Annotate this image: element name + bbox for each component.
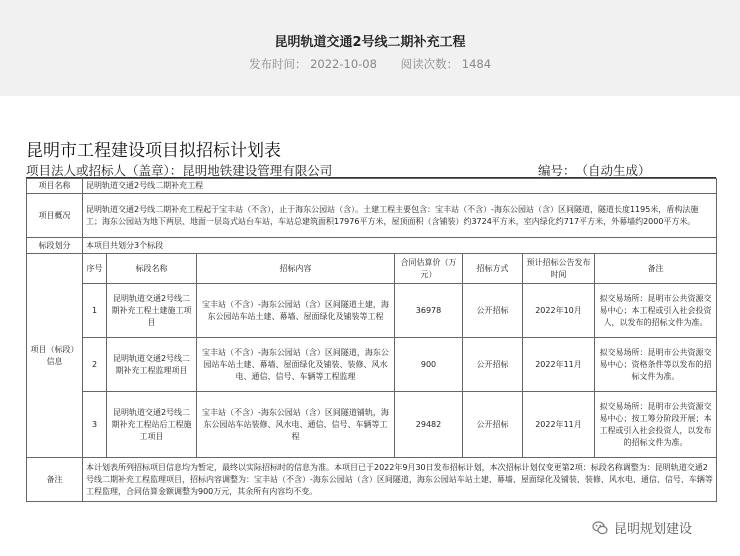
header-name: 标段名称 xyxy=(107,254,197,284)
row-time: 2022年11月 xyxy=(523,338,595,392)
section-value: 本项目共划分3个标段 xyxy=(83,238,717,254)
article-header xyxy=(0,0,740,96)
header-method: 招标方式 xyxy=(463,254,523,284)
row-time: 2022年10月 xyxy=(523,284,595,338)
publish-info xyxy=(249,57,377,71)
table-row xyxy=(27,392,717,458)
row-name: 昆明轨道交通2号线二期补充工程土建施工项目 xyxy=(107,284,197,338)
row-seq: 1 xyxy=(83,284,107,338)
document-number: 编号： （自动生成） xyxy=(538,163,651,178)
wechat-icon xyxy=(592,520,608,536)
section-label: 标段划分 xyxy=(27,238,83,254)
row-price: 900 xyxy=(395,338,463,392)
row-content: 宝丰站（不含）-海东公园站（含）区间隧道铺轨，海东公园站车站装修、风水电、通信、信号、车辆等工程 xyxy=(197,392,395,458)
section-row xyxy=(27,238,717,254)
table-row xyxy=(27,338,717,392)
header-price: 合同估算价（万元） xyxy=(395,254,463,284)
info-label: 项目（标段）信息 xyxy=(27,254,83,458)
table-row xyxy=(27,284,717,338)
article-meta xyxy=(0,56,740,72)
article-title: 昆明轨道交通2号线二期补充工程 xyxy=(274,35,466,50)
document-title: 昆明市工程建设项目拟招标计划表 xyxy=(26,141,281,161)
owner-line xyxy=(26,161,716,178)
project-name-label: 项目名称 xyxy=(27,179,83,194)
header-time: 预计招标公告发布时间 xyxy=(523,254,595,284)
row-seq: 3 xyxy=(83,392,107,458)
row-note: 拟交易场所：昆明市公共资源交易中心；按工筹分阶段开展；本工程或引入社会投资人，以发布的招标文件为准。 xyxy=(595,392,717,458)
remark-label: 备注 xyxy=(27,458,83,502)
row-note: 拟交易场所：昆明市公共资源交易中心；资格条件等以发布的招标文件为准。 xyxy=(595,338,717,392)
remark-value: 本计划表所列招标项目信息均为暂定，最终以实际招标时的信息为准。本项目已于2022年9月30日发布招标计划，本次招标计划仅变更第2项：标段名称调整为：昆明轨道交通2号线二期补充工程监理项目，招标内容调整为：宝丰站（不含）-海东公园站（含）区间隧道，海东公园站车站土建、幕墙、屋面绿化及铺装、装修、风水电、通信、信号、车辆等工程监理，合同估算金额调整为900万元，其余所有内容均不变。 xyxy=(83,458,717,502)
row-content: 宝丰站（不含）-海东公园站（含）区间隧道土建，海东公园站车站土建、幕墙、屋面绿化及铺装等工程 xyxy=(197,284,395,338)
header-seq: 序号 xyxy=(83,254,107,284)
header-row xyxy=(27,254,717,284)
row-name: 昆明轨道交通2号线二期补充工程站后工程施工项目 xyxy=(107,392,197,458)
read-label: 阅读次数： xyxy=(400,57,459,71)
row-time: 2022年11月 xyxy=(523,392,595,458)
watermark xyxy=(588,516,696,539)
row-note: 拟交易场所：昆明市公共资源交易中心；本工程或引入社会投资人，以发布的招标文件为准。 xyxy=(595,284,717,338)
row-price: 36978 xyxy=(395,284,463,338)
row-name: 昆明轨道交通2号线二期补充工程监理项目 xyxy=(107,338,197,392)
row-content: 宝丰站（不含）-海东公园站（含）区间隧道，海东公园站车站土建、幕墙、屋面绿化及铺装、装修、风水电、通信、信号、车辆等工程监理 xyxy=(197,338,395,392)
owner-text: 项目法人或招标人（盖章）：昆明地铁建设管理有限公司 xyxy=(26,163,333,178)
header-content: 招标内容 xyxy=(197,254,395,284)
publish-label: 发布时间： xyxy=(248,57,307,71)
row-price: 29482 xyxy=(395,392,463,458)
publish-date: 2022-10-08 xyxy=(310,57,377,71)
overview-label: 项目概况 xyxy=(27,194,83,238)
row-method: 公开招标 xyxy=(463,338,523,392)
overview-row xyxy=(27,194,717,238)
header-note: 备注 xyxy=(595,254,717,284)
project-name-row xyxy=(27,179,717,194)
overview-value: 昆明轨道交通2号线二期补充工程起于宝丰站（不含），止于海东公园站（含）。土建工程主要包含：宝丰站（不含）-海东公园站（含）区间隧道，隧道长度1195米，盾构法施工；海东公园站为地下两层、地面一层岛式站台车站，车站总建筑面积17976平方米，屋顶面积（含铺装）约3724平方米，室内绿化约717平方米，外幕墙约2000平方米。 xyxy=(83,194,717,238)
row-method: 公开招标 xyxy=(463,392,523,458)
row-method: 公开招标 xyxy=(463,284,523,338)
read-info xyxy=(401,57,491,71)
row-seq: 2 xyxy=(83,338,107,392)
read-count: 1484 xyxy=(461,57,492,71)
remark-row xyxy=(27,458,717,502)
tender-plan-table xyxy=(26,178,717,502)
watermark-text: 昆明规划建设 xyxy=(614,522,693,537)
project-name-value: 昆明轨道交通2号线二期补充工程 xyxy=(83,179,717,194)
